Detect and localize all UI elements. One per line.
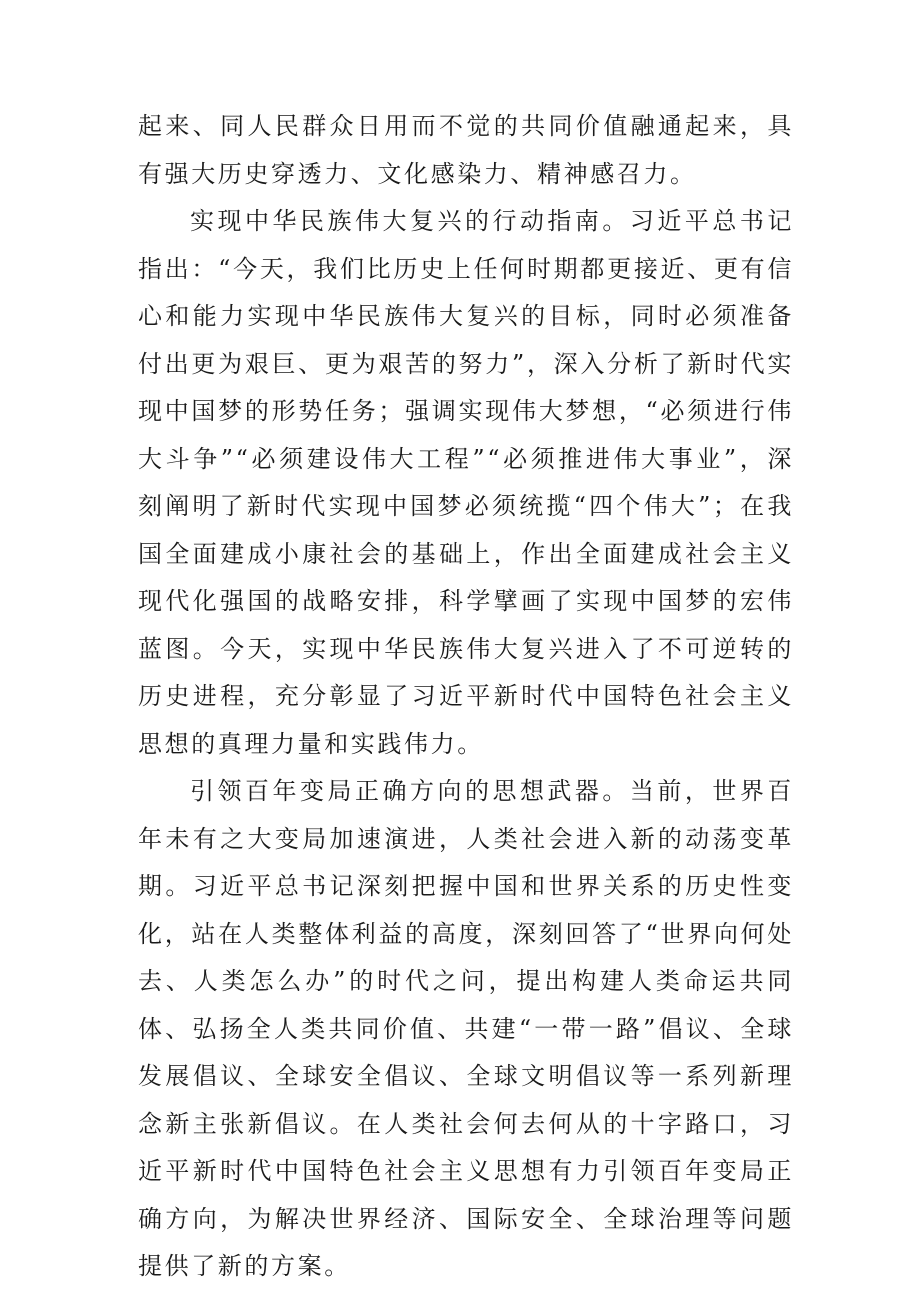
paragraph-action-guide: 实现中华民族伟大复兴的行动指南。习近平总书记指出：“今天，我们比历史上任何时期都更接近、更有信心和能力实现中华民族伟大复兴的目标，同时必须准备付出更为艰巨、更为艰苦的努力”，深入分析了新时代实现中国梦的形势任务；强调实现伟大梦想，“必须进行伟大斗争”“必须建设伟大工程”“必须推进伟大事业”，深刻阐明了新时代实现中国梦必须统揽“四个伟大”；在我国全面建成小康社会的基础上，作出全面建成社会主义现代化强国的战略安排，科学擘画了实现中国梦的宏伟蓝图。今天，实现中华民族伟大复兴进入了不可逆转的历史进程，充分彰显了习近平新时代中国特色社会主义思想的真理力量和实践伟力。 [138, 207, 794, 758]
paragraph-ideological-weapon: 引领百年变局正确方向的思想武器。当前，世界百年未有之大变局加速演进，人类社会进入新的动荡变革期。习近平总书记深刻把握中国和世界关系的历史性变化，站在人类整体利益的高度，深刻回答了“世界向何处去、人类怎么办”的时代之问，提出构建人类命运共同体、弘扬全人类共同价值、共建“一带一路”倡议、全球发展倡议、全球安全倡议、全球文明倡议等一系列新理念新主张新倡议。在人类社会何去何从的十字路口，习近平新时代中国特色社会主义思想有力引领百年变局正确方向，为解决世界经济、国际安全、全球治理等问题提供了新的方案。 [138, 777, 794, 1280]
paragraph-continuation: 起来、同人民群众日用而不觉的共同价值融通起来，具有强大历史穿透力、文化感染力、精神感召力。 [138, 112, 794, 188]
document-body [138, 103, 794, 1291]
